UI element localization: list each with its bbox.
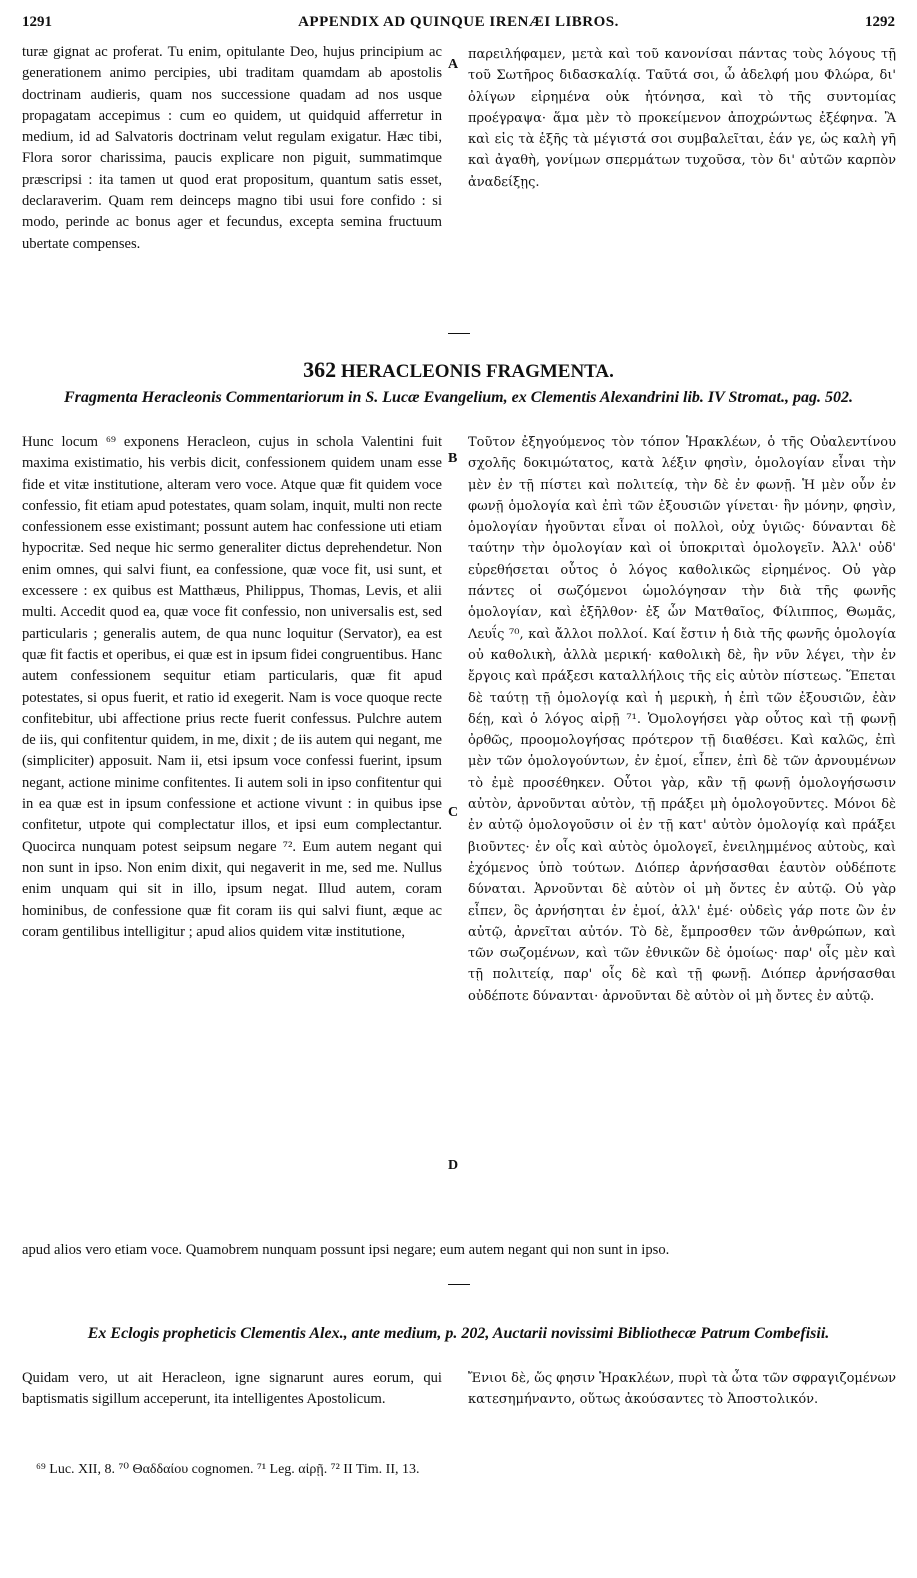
page-number-left: 1291 (22, 14, 52, 30)
section-divider (448, 333, 470, 334)
margin-letter-a: A (448, 57, 459, 72)
top-greek-column: παρειλήφαμεν, μετὰ καὶ τοῦ κανονίσαι πάντας τοὺς λόγους τῇ τοῦ Σωτῆρος διδασκαλίᾳ. Ταῦτά σοι, ὦ ἀδελφή μου Φλώρα, δι' ὀλίγων εἰρημένα οὐκ ἠτόνησα, καὶ τὸ τῆς συντομίας προέγραψα· ἅμα μὲν τὸ προκείμενον ἀποχρώντως ἐξέφηνα. Ἃ καὶ εἰς τὰ ἑξῆς τὰ μέγιστά σοι συμβαλεῖται, ἐάν γε, ὡς καλὴ γῆ καὶ ἀγαθὴ, γονίμων σπερμάτων τυχοῦσα, τὸν δι' αὐτῶν καρπὸν ἀναδείξῃς. (468, 47, 896, 190)
eclogae-greek: Ἔνιοι δὲ, ὥς φησιν Ἡρακλέων, πυρὶ τὰ ὦτα τῶν σφραγιζομένων κατεσημήναντο, οὕτως ἀκούσαντες τὸ Ἀποστολικόν. (468, 1371, 897, 1408)
fragment-subtitle: Fragmenta Heracleonis Commentariorum in S. Lucæ Evangelium, ex Clementis Alexandrini lib. IV Stromat., pag. 502. (64, 389, 853, 406)
fragment-divider (448, 1284, 470, 1285)
margin-letter-d: D (448, 1158, 459, 1173)
eclogae-latin: Quidam vero, ut ait Heracleon, igne signarunt aures eorum, qui baptismatis sigillum acceperunt, ita intelligentes Apostolicum. (22, 1370, 442, 1408)
section-heading (0, 357, 917, 383)
running-title: APPENDIX AD QUINQUE IRENÆI LIBROS. (298, 14, 619, 30)
main-greek-column: Τοῦτον ἐξηγούμενος τὸν τόπον Ἡρακλέων, ὁ τῆς Οὐαλεντίνου σχολῆς δοκιμώτατος, κατὰ λέξιν φησὶν, ὁμολογίαν εἶναι τὴν μὲν ἐν τῇ πίστει καὶ πολιτείᾳ, τὴν δὲ ἐν φωνῇ. Ἡ μὲν οὖν ἐν φωνῇ ὁμολογία καὶ ἐπὶ τῶν ἐξουσιῶν γίνεται· ἣν μόνην, φησὶν, ὁμολογίαν ἡγοῦνται εἶναι οἱ πολλοὶ, οὐχ ὑγιῶς· δύνανται δὲ ταύτην τὴν ὁμολογίαν καὶ οἱ ὑποκριταὶ ὁμολογεῖν. Ἀλλ' οὐδ' εὑρεθήσεται οὗτος ὁ λόγος καθολικῶς εἰρημένος. Οὐ γὰρ πάντες οἱ σωζόμενοι ὡμολόγησαν τὴν διὰ τῆς φωνῆς ὁμολογίαν, καὶ ἐξῆλθον· ἐξ ὧν Ματθαῖος, Φίλιππος, Θωμᾶς, Λευΐς ⁷⁰, καὶ ἄλλοι πολλοί. Καί ἔστιν ἡ διὰ τῆς φωνῆς ὁμολογία οὐ καθολικὴ, ἀλλὰ μερική· καθολικὴ δὲ, ἣν νῦν λέγει, τὴν ἐν ἔργοις καὶ πράξεσι καταλλήλοις τῆς εἰς αὐτὸν πίστεως. Ἕπεται δὲ ταύτῃ τῇ ὁμολογίᾳ καὶ ἡ μερικὴ, ἡ ἐπὶ τῶν ἐξουσιῶν, ἐὰν δέῃ, καὶ ὁ λόγος αἱρῇ ⁷¹. Ὁμολογήσει γὰρ οὗτος καὶ τῇ φωνῇ ὀρθῶς, προομολογήσας πρότερον τῇ διαθέσει. Καὶ καλῶς, ἐπὶ μὲν τῶν ὁμολογούντων, ἐν ἐμοί, εἶπεν, ἐπὶ δὲ τῶν ἀρνουμένων τὸ ἐμὲ προσέθηκεν. Οὗτοι γὰρ, κἂν τῇ φωνῇ ὁμολογήσωσιν αὐτὸν, ἀρνοῦνται αὐτὸν, τῇ πράξει μὴ ὁμολογοῦντες. Μόνοι δὲ ἐν αὐτῷ ὁμολογοῦσιν οἱ ἐν τῇ κατ' αὐτὸν ὁμολογίᾳ καὶ πράξει βιοῦντες· ἐν οἷς καὶ αὐτὸς ὁμολογεῖ, ἐνειλημμένος αὐτοὺς, καὶ ἐχόμενος ὑπὸ τούτων. Διόπερ ἀρνήσασθαι ἑαυτὸν οὐδέποτε δύναται. Ἀρνοῦνται δὲ αὐτὸν οἱ μὴ ὄντες ἐν αὐτῷ. Οὐ γὰρ εἶπεν, ὃς ἀρνήσηται ἐν ἐμοί, ἀλλ' ἐμέ· οὐδεὶς γάρ ποτε ὢν ἐν αὐτῷ, ἀρνεῖται αὐτόν. Τὸ δὲ, ἔμπροσθεν τῶν ἀνθρώπων, καὶ τῶν σωζομένων, καὶ τῶν ἐθνικῶν δὲ ὁμοίως· παρ' οἷς μὲν καὶ τῇ πολιτείᾳ, παρ' οἷς δὲ καὶ τῇ φωνῇ. Διόπερ ἀρνήσασθαι οὐδέποτε δύνανται· ἀρνοῦνται δὲ αὐτὸν οἱ μὴ ὄντες ἐν αὐτῷ. (468, 435, 896, 1004)
footnotes: ⁶⁹ Luc. XII, 8. ⁷⁰ Θαδδαίου cognomen. ⁷¹ Leg. αἱρῇ. ⁷² II Tim. II, 13. (36, 1462, 420, 1477)
eclogae-subtitle: Ex Eclogis propheticis Clementis Alex., ante medium, p. 202, Auctarii novissimi Bibliothecæ Patrum Combefisii. (87, 1325, 830, 1342)
margin-letter-b: B (448, 451, 458, 466)
main-latin-column: Hunc locum ⁶⁹ exponens Heracleon, cujus in schola Valentini fuit maxima existimatio, his verbis dicit, confessionem quidem unam esse fide et vitæ institutione, alteram vero voce. Atque quæ fit quidem voce confessio, fit etiam apud potestates, quam solam, inquit, multi non recte confessionem esse existimant; possunt autem hac confessione uti etiam hypocritæ. Sed neque hic sermo generaliter dictus deprehendetur. Non enim omnes, qui salvi fiunt, ea confessione, quæ voce fit, usi sunt, et excessere : ex quibus est Matthæus, Philippus, Thomas, Levis, et alii multi. Accedit quod ea, quæ voce fit confessio, non universalis est, sed particularis ; generalis autem, de qua nunc loquitur (Servator), ea est quæ fit factis et operibus, ei quæ est in ipsum fidei congruentibus. Hanc autem confessionem sequitur etiam particularis, quæ fit apud potestates, si opus fuerit, et ratio id exegerit. Nam is voce quoque recte confitebitur, ubi affectione prius recte fuerit confessus. Pulchre autem de iis, qui confitentur quidem, in me, dixit ; de iis autem qui negant, me (simpliciter) apposuit. Nam ii, etsi ipsum voce confessi fuerint, ipsum negant, actione minime confitentes. Ii autem soli in ipso confitentur qui in ea quæ est in ipsum confessione et actione vivunt : in quibus ipse confitetur, utpote qui complectatur illos, et ipsi eum complectantur. Quocirca nunquam potest seipsum negare ⁷². Eum autem negant qui non sunt in ipso. Non enim dixit, qui negaverit in me, sed me. Nullus enim unquam qui sit in illo, ipsum negat. Illud autem, coram hominibus, de confessione quæ fit coram iis qui salvi fiunt, æque ac coram gentilibus intelligitur ; apud alios quidem vitæ institutione, (22, 434, 442, 940)
main-latin-tail: apud alios vero etiam voce. Quamobrem nunquam possunt ipsi negare; eum autem negant qui non sunt in ipso. (22, 1242, 670, 1258)
section-number: 362 (303, 357, 337, 382)
margin-letter-c: C (448, 805, 459, 820)
top-latin-column: turæ gignat ac proferat. Tu enim, opitulante Deo, hujus principium ac generationem animo percipies, ubi traditam quamdam ab apostolis doctrinam audieris, quam nos successione quadam ad nos usque propagatam accepimus : cum eo quidem, ut quidquid afferretur in medium, id ad Salvatoris doctrinam velut regulam exigatur. Hæc tibi, Flora soror charissima, paucis explicare non piguit, summatimque præscripsi : ita tamen ut quod erat propositum, quantum satis esset, declaraverim. Quam rem deinceps magno tibi usui fore confido : si modo, perinde ac bonus ager et fecundus, excepta semina fructuum ubertate compenses. (22, 44, 442, 252)
section-title: HERACLEONIS FRAGMENTA. (340, 361, 614, 382)
page-header (22, 14, 895, 38)
page-number-right: 1292 (865, 14, 895, 30)
